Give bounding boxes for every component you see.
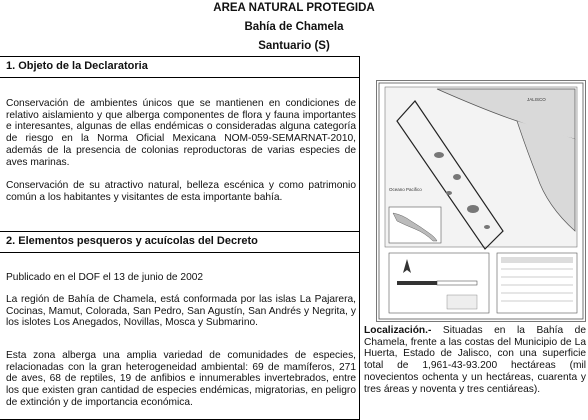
- island-2: [453, 174, 461, 180]
- map-drawing: [377, 81, 585, 321]
- island-1: [434, 152, 444, 158]
- section1-header: [0, 56, 359, 78]
- location-description: [364, 325, 586, 395]
- section2-header: [0, 231, 359, 253]
- section2-paragraph-islands: La región de Bahía de Chamela, está conformada por las islas La Pajarera, Cocinas, Mamut, Colorada, San Pedro, San Agustín, San Andrés y Negrita, y los islotes Los Anegados, Novillas, Mosca y Submarino.: [6, 294, 356, 329]
- map-state-label: JALISCO: [527, 97, 546, 102]
- island-4: [467, 205, 479, 213]
- map-sea-label: Oceano Pacifico: [389, 187, 422, 192]
- agency-logo: [447, 295, 477, 309]
- section1-title: 1. Objeto de la Declaratoria: [6, 60, 148, 72]
- section2-title: 2. Elementos pesqueros y acuícolas del Decreto: [6, 235, 258, 247]
- document-subtitle: Bahía de Chamela: [244, 21, 344, 33]
- section1-paragraph-1: Conservación de ambientes únicos que se mantienen en condiciones de relativo aislamiento y que alberga componentes de flora y fauna importantes e interesantes, algunas de ellas endémicas o consideradas alguna categoría de riesgo en la Norma Oficial Mexicana NOM-059-SEMARNAT-2010, además de la presencia de colonias reproductoras de varias especies de aves marinas.: [6, 98, 356, 168]
- scale-bar: [397, 281, 437, 285]
- location-label: Localización.-: [364, 325, 432, 336]
- location-text: Situadas en la Bahía de Chamela, frente a las costas del Municipio de La Huerta, Estado de Jalisco, con una superficie total de 1,961-43-93.200 hectáreas (mil novecientos ochenta y un hectáreas, cuarenta y tres áreas y noventa y tres centiáreas).: [364, 325, 586, 395]
- document-title: AREA NATURAL PROTEGIDA: [213, 2, 375, 14]
- section1-paragraph-2: Conservación de su atractivo natural, belleza escénica y como patrimonio común a los habitantes y visitantes de esta importante bahía.: [6, 180, 356, 203]
- island-5: [484, 225, 490, 229]
- legend-title-bar: [501, 257, 573, 263]
- island-3: [446, 191, 452, 195]
- location-map: [376, 80, 586, 322]
- publication-note: Publicado en el DOF el 13 de junio de 2002: [6, 272, 204, 283]
- document-category: Santuario (S): [258, 40, 330, 52]
- section2-paragraph-species: Esta zona alberga una amplia variedad de comunidades de especies, relacionadas con la gran heterogeneidad ambiental: 69 de mamíferos, 271 de aves, 68 de reptiles, 19 de anfibios e innumerables invertebrados, entre los que existen gran cantidad de especies endémicas, migratorias, en peligro de extinción y de importancia económica.: [6, 350, 356, 408]
